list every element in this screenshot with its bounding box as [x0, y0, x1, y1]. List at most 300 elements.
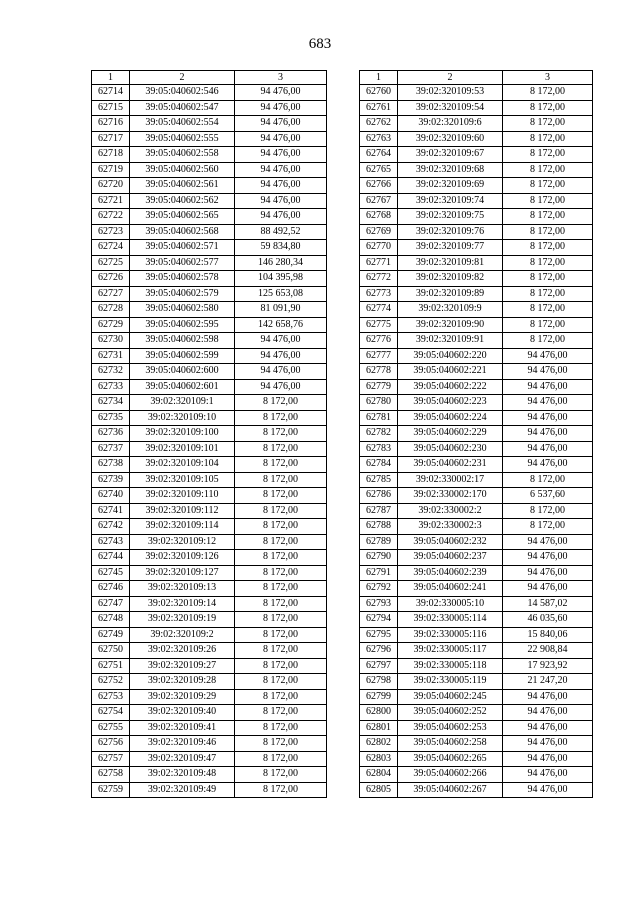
- table-row: [92, 100, 327, 116]
- value-cell: 8 172,00: [503, 519, 593, 535]
- table-row: [360, 720, 593, 736]
- cadastral-number-cell: 39:02:320109:82: [398, 271, 503, 287]
- table-row: [360, 178, 593, 194]
- table-row: [360, 689, 593, 705]
- cadastral-number-cell: 39:02:320109:47: [130, 751, 235, 767]
- table-row: [92, 643, 327, 659]
- cadastral-number-cell: 39:02:320109:49: [130, 782, 235, 798]
- table-row: [92, 224, 327, 240]
- table-row: [360, 255, 593, 271]
- row-number-cell: 62751: [92, 658, 130, 674]
- table-row: [360, 317, 593, 333]
- row-number-cell: 62746: [92, 581, 130, 597]
- table-row: [92, 550, 327, 566]
- value-cell: 94 476,00: [235, 348, 327, 364]
- row-number-cell: 62770: [360, 240, 398, 256]
- table-row: [92, 255, 327, 271]
- value-cell: 94 476,00: [503, 395, 593, 411]
- row-number-cell: 62741: [92, 503, 130, 519]
- row-number-cell: 62769: [360, 224, 398, 240]
- value-cell: 8 172,00: [235, 457, 327, 473]
- table-row: [92, 410, 327, 426]
- cadastral-number-cell: 39:02:320109:100: [130, 426, 235, 442]
- value-cell: 94 476,00: [235, 379, 327, 395]
- cadastral-number-cell: 39:05:040602:222: [398, 379, 503, 395]
- value-cell: 125 653,08: [235, 286, 327, 302]
- value-cell: 8 172,00: [235, 751, 327, 767]
- row-number-cell: 62795: [360, 627, 398, 643]
- row-number-cell: 62761: [360, 100, 398, 116]
- cadastral-number-cell: 39:02:320109:10: [130, 410, 235, 426]
- value-cell: 8 172,00: [235, 596, 327, 612]
- table-row: [360, 674, 593, 690]
- table-row: [92, 85, 327, 101]
- cadastral-number-cell: 39:02:320109:77: [398, 240, 503, 256]
- value-cell: 81 091,90: [235, 302, 327, 318]
- cadastral-number-cell: 39:02:320109:40: [130, 705, 235, 721]
- row-number-cell: 62793: [360, 596, 398, 612]
- value-cell: 8 172,00: [235, 581, 327, 597]
- table-row: [360, 426, 593, 442]
- cadastral-number-cell: 39:05:040602:580: [130, 302, 235, 318]
- row-number-cell: 62779: [360, 379, 398, 395]
- row-number-cell: 62797: [360, 658, 398, 674]
- value-cell: 8 172,00: [503, 178, 593, 194]
- value-cell: 142 658,76: [235, 317, 327, 333]
- table-row: [360, 395, 593, 411]
- table-row: [360, 333, 593, 349]
- cadastral-number-cell: 39:02:320109:69: [398, 178, 503, 194]
- row-number-cell: 62747: [92, 596, 130, 612]
- table-row: [360, 348, 593, 364]
- cadastral-number-cell: 39:05:040602:568: [130, 224, 235, 240]
- row-number-cell: 62785: [360, 472, 398, 488]
- table-row: [360, 643, 593, 659]
- table-row: [360, 767, 593, 783]
- table-row: [92, 286, 327, 302]
- table-row: [92, 689, 327, 705]
- column-header: 1: [92, 71, 130, 85]
- value-cell: 94 476,00: [503, 720, 593, 736]
- row-number-cell: 62766: [360, 178, 398, 194]
- table-row: [92, 782, 327, 798]
- table-row: [92, 565, 327, 581]
- table-row: [92, 596, 327, 612]
- row-number-cell: 62778: [360, 364, 398, 380]
- value-cell: 8 172,00: [235, 689, 327, 705]
- value-cell: 8 172,00: [503, 333, 593, 349]
- table-row: [92, 457, 327, 473]
- cadastral-number-cell: 39:02:320109:12: [130, 534, 235, 550]
- value-cell: 104 395,98: [235, 271, 327, 287]
- row-number-cell: 62749: [92, 627, 130, 643]
- row-number-cell: 62765: [360, 162, 398, 178]
- cadastral-number-cell: 39:05:040602:577: [130, 255, 235, 271]
- cadastral-number-cell: 39:05:040602:245: [398, 689, 503, 705]
- cadastral-number-cell: 39:02:330005:10: [398, 596, 503, 612]
- table-row: [92, 178, 327, 194]
- row-number-cell: 62752: [92, 674, 130, 690]
- value-cell: 94 476,00: [503, 782, 593, 798]
- value-cell: 94 476,00: [503, 441, 593, 457]
- cadastral-number-cell: 39:05:040602:223: [398, 395, 503, 411]
- table-row: [92, 767, 327, 783]
- cadastral-number-cell: 39:05:040602:230: [398, 441, 503, 457]
- value-cell: 94 476,00: [503, 348, 593, 364]
- table-row: [360, 116, 593, 132]
- value-cell: 94 476,00: [235, 131, 327, 147]
- cadastral-number-cell: 39:02:320109:27: [130, 658, 235, 674]
- cadastral-number-cell: 39:05:040602:267: [398, 782, 503, 798]
- cadastral-number-cell: 39:02:330005:116: [398, 627, 503, 643]
- value-cell: 8 172,00: [235, 643, 327, 659]
- cadastral-number-cell: 39:02:320109:29: [130, 689, 235, 705]
- row-number-cell: 62740: [92, 488, 130, 504]
- value-cell: 94 476,00: [503, 379, 593, 395]
- table-row: [92, 240, 327, 256]
- table-row: [92, 379, 327, 395]
- value-cell: 8 172,00: [235, 736, 327, 752]
- row-number-cell: 62788: [360, 519, 398, 535]
- value-cell: 17 923,92: [503, 658, 593, 674]
- row-number-cell: 62718: [92, 147, 130, 163]
- table-row: [360, 736, 593, 752]
- table-row: [92, 147, 327, 163]
- table-row: [92, 627, 327, 643]
- cadastral-number-cell: 39:05:040602:600: [130, 364, 235, 380]
- table-row: [360, 519, 593, 535]
- value-cell: 94 476,00: [235, 178, 327, 194]
- value-cell: 94 476,00: [503, 689, 593, 705]
- cadastral-number-cell: 39:02:320109:46: [130, 736, 235, 752]
- row-number-cell: 62773: [360, 286, 398, 302]
- table-row: [360, 550, 593, 566]
- row-number-cell: 62744: [92, 550, 130, 566]
- cadastral-number-cell: 39:05:040602:258: [398, 736, 503, 752]
- row-number-cell: 62764: [360, 147, 398, 163]
- table-row: [92, 302, 327, 318]
- row-number-cell: 62782: [360, 426, 398, 442]
- row-number-cell: 62802: [360, 736, 398, 752]
- cadastral-number-cell: 39:05:040602:237: [398, 550, 503, 566]
- row-number-cell: 62735: [92, 410, 130, 426]
- cadastral-number-cell: 39:02:320109:81: [398, 255, 503, 271]
- value-cell: 8 172,00: [235, 488, 327, 504]
- cadastral-number-cell: 39:02:320109:28: [130, 674, 235, 690]
- table-row: [360, 379, 593, 395]
- value-cell: 8 172,00: [235, 503, 327, 519]
- table-left: [91, 70, 327, 798]
- table-header-row: [92, 71, 327, 85]
- row-number-cell: 62754: [92, 705, 130, 721]
- value-cell: 94 476,00: [503, 581, 593, 597]
- row-number-cell: 62763: [360, 131, 398, 147]
- row-number-cell: 62743: [92, 534, 130, 550]
- table-row: [92, 705, 327, 721]
- cadastral-number-cell: 39:02:320109:105: [130, 472, 235, 488]
- row-number-cell: 62786: [360, 488, 398, 504]
- value-cell: 94 476,00: [503, 426, 593, 442]
- row-number-cell: 62798: [360, 674, 398, 690]
- row-number-cell: 62753: [92, 689, 130, 705]
- row-number-cell: 62756: [92, 736, 130, 752]
- row-number-cell: 62777: [360, 348, 398, 364]
- cadastral-number-cell: 39:02:330005:117: [398, 643, 503, 659]
- table-row: [360, 565, 593, 581]
- row-number-cell: 62723: [92, 224, 130, 240]
- row-number-cell: 62796: [360, 643, 398, 659]
- row-number-cell: 62805: [360, 782, 398, 798]
- row-number-cell: 62804: [360, 767, 398, 783]
- cadastral-number-cell: 39:02:330002:2: [398, 503, 503, 519]
- table-row: [92, 472, 327, 488]
- table-row: [92, 395, 327, 411]
- row-number-cell: 62784: [360, 457, 398, 473]
- cadastral-number-cell: 39:05:040602:252: [398, 705, 503, 721]
- cadastral-number-cell: 39:05:040602:231: [398, 457, 503, 473]
- row-number-cell: 62757: [92, 751, 130, 767]
- value-cell: 94 476,00: [503, 736, 593, 752]
- table-row: [360, 472, 593, 488]
- value-cell: 22 908,84: [503, 643, 593, 659]
- cadastral-number-cell: 39:02:320109:2: [130, 627, 235, 643]
- value-cell: 94 476,00: [235, 333, 327, 349]
- row-number-cell: 62748: [92, 612, 130, 628]
- table-row: [360, 162, 593, 178]
- table-row: [92, 581, 327, 597]
- value-cell: 94 476,00: [235, 364, 327, 380]
- table-row: [360, 751, 593, 767]
- row-number-cell: 62750: [92, 643, 130, 659]
- row-number-cell: 62775: [360, 317, 398, 333]
- cadastral-number-cell: 39:05:040602:547: [130, 100, 235, 116]
- column-header: 1: [360, 71, 398, 85]
- cadastral-number-cell: 39:02:320109:126: [130, 550, 235, 566]
- cadastral-number-cell: 39:02:320109:6: [398, 116, 503, 132]
- table-row: [92, 751, 327, 767]
- value-cell: 94 476,00: [503, 534, 593, 550]
- value-cell: 15 840,06: [503, 627, 593, 643]
- row-number-cell: 62774: [360, 302, 398, 318]
- row-number-cell: 62714: [92, 85, 130, 101]
- value-cell: 94 476,00: [503, 550, 593, 566]
- cadastral-number-cell: 39:02:320109:90: [398, 317, 503, 333]
- row-number-cell: 62733: [92, 379, 130, 395]
- cadastral-number-cell: 39:05:040602:265: [398, 751, 503, 767]
- row-number-cell: 62792: [360, 581, 398, 597]
- value-cell: 8 172,00: [235, 519, 327, 535]
- table-row: [92, 503, 327, 519]
- row-number-cell: 62759: [92, 782, 130, 798]
- cadastral-number-cell: 39:02:320109:41: [130, 720, 235, 736]
- table-row: [92, 612, 327, 628]
- cadastral-number-cell: 39:02:320109:54: [398, 100, 503, 116]
- cadastral-number-cell: 39:05:040602:554: [130, 116, 235, 132]
- cadastral-number-cell: 39:02:320109:14: [130, 596, 235, 612]
- table-row: [360, 100, 593, 116]
- table-header-row: [360, 71, 593, 85]
- cadastral-number-cell: 39:02:320109:9: [398, 302, 503, 318]
- cadastral-number-cell: 39:05:040602:560: [130, 162, 235, 178]
- value-cell: 8 172,00: [503, 271, 593, 287]
- row-number-cell: 62768: [360, 209, 398, 225]
- cadastral-number-cell: 39:05:040602:241: [398, 581, 503, 597]
- row-number-cell: 62720: [92, 178, 130, 194]
- value-cell: 8 172,00: [235, 472, 327, 488]
- row-number-cell: 62783: [360, 441, 398, 457]
- cadastral-number-cell: 39:05:040602:266: [398, 767, 503, 783]
- value-cell: 94 476,00: [235, 85, 327, 101]
- row-number-cell: 62794: [360, 612, 398, 628]
- row-number-cell: 62716: [92, 116, 130, 132]
- row-number-cell: 62726: [92, 271, 130, 287]
- cadastral-number-cell: 39:02:320109:104: [130, 457, 235, 473]
- table-row: [92, 317, 327, 333]
- table-row: [92, 488, 327, 504]
- cadastral-number-cell: 39:05:040602:599: [130, 348, 235, 364]
- cadastral-number-cell: 39:02:330005:118: [398, 658, 503, 674]
- value-cell: 8 172,00: [235, 674, 327, 690]
- value-cell: 46 035,60: [503, 612, 593, 628]
- cadastral-number-cell: 39:02:320109:112: [130, 503, 235, 519]
- page-number: 683: [308, 36, 332, 52]
- cadastral-number-cell: 39:02:320109:110: [130, 488, 235, 504]
- value-cell: 21 247,20: [503, 674, 593, 690]
- table-row: [92, 441, 327, 457]
- value-cell: 8 172,00: [503, 240, 593, 256]
- table-row: [92, 271, 327, 287]
- value-cell: 94 476,00: [235, 147, 327, 163]
- value-cell: 8 172,00: [235, 627, 327, 643]
- cadastral-number-cell: 39:05:040602:598: [130, 333, 235, 349]
- value-cell: 8 172,00: [235, 395, 327, 411]
- value-cell: 8 172,00: [235, 612, 327, 628]
- column-header: 3: [503, 71, 593, 85]
- value-cell: 8 172,00: [503, 147, 593, 163]
- table-row: [360, 581, 593, 597]
- value-cell: 8 172,00: [503, 286, 593, 302]
- value-cell: 8 172,00: [235, 426, 327, 442]
- cadastral-number-cell: 39:05:040602:221: [398, 364, 503, 380]
- row-number-cell: 62717: [92, 131, 130, 147]
- table-row: [360, 131, 593, 147]
- value-cell: 8 172,00: [503, 209, 593, 225]
- table-row: [360, 286, 593, 302]
- row-number-cell: 62791: [360, 565, 398, 581]
- cadastral-number-cell: 39:05:040602:561: [130, 178, 235, 194]
- value-cell: 94 476,00: [235, 100, 327, 116]
- cadastral-number-cell: 39:02:320109:48: [130, 767, 235, 783]
- row-number-cell: 62767: [360, 193, 398, 209]
- row-number-cell: 62734: [92, 395, 130, 411]
- table-row: [92, 131, 327, 147]
- table-row: [92, 736, 327, 752]
- cadastral-number-cell: 39:05:040602:558: [130, 147, 235, 163]
- row-number-cell: 62789: [360, 534, 398, 550]
- cadastral-number-cell: 39:05:040602:546: [130, 85, 235, 101]
- value-cell: 8 172,00: [235, 782, 327, 798]
- value-cell: 88 492,52: [235, 224, 327, 240]
- table-row: [360, 209, 593, 225]
- value-cell: 8 172,00: [235, 441, 327, 457]
- cadastral-number-cell: 39:02:320109:13: [130, 581, 235, 597]
- row-number-cell: 62760: [360, 85, 398, 101]
- cadastral-number-cell: 39:05:040602:253: [398, 720, 503, 736]
- value-cell: 146 280,34: [235, 255, 327, 271]
- table-row: [360, 503, 593, 519]
- value-cell: 8 172,00: [503, 162, 593, 178]
- table-row: [360, 224, 593, 240]
- row-number-cell: 62736: [92, 426, 130, 442]
- table-row: [360, 658, 593, 674]
- cadastral-number-cell: 39:05:040602:224: [398, 410, 503, 426]
- table-row: [360, 596, 593, 612]
- row-number-cell: 62762: [360, 116, 398, 132]
- table-row: [92, 519, 327, 535]
- table-row: [360, 410, 593, 426]
- cadastral-number-cell: 39:02:320109:76: [398, 224, 503, 240]
- cadastral-number-cell: 39:05:040602:232: [398, 534, 503, 550]
- row-number-cell: 62801: [360, 720, 398, 736]
- cadastral-number-cell: 39:02:320109:53: [398, 85, 503, 101]
- cadastral-number-cell: 39:02:330002:170: [398, 488, 503, 504]
- cadastral-number-cell: 39:05:040602:595: [130, 317, 235, 333]
- value-cell: 94 476,00: [503, 751, 593, 767]
- table-row: [360, 488, 593, 504]
- row-number-cell: 62772: [360, 271, 398, 287]
- value-cell: 8 172,00: [503, 503, 593, 519]
- row-number-cell: 62745: [92, 565, 130, 581]
- cadastral-number-cell: 39:05:040602:601: [130, 379, 235, 395]
- cadastral-number-cell: 39:05:040602:579: [130, 286, 235, 302]
- value-cell: 94 476,00: [235, 209, 327, 225]
- row-number-cell: 62722: [92, 209, 130, 225]
- table-row: [92, 193, 327, 209]
- cadastral-number-cell: 39:05:040602:562: [130, 193, 235, 209]
- row-number-cell: 62729: [92, 317, 130, 333]
- cadastral-number-cell: 39:02:320109:74: [398, 193, 503, 209]
- row-number-cell: 62719: [92, 162, 130, 178]
- cadastral-number-cell: 39:05:040602:571: [130, 240, 235, 256]
- value-cell: 59 834,80: [235, 240, 327, 256]
- row-number-cell: 62787: [360, 503, 398, 519]
- table-row: [92, 116, 327, 132]
- value-cell: 94 476,00: [235, 193, 327, 209]
- value-cell: 94 476,00: [235, 162, 327, 178]
- row-number-cell: 62742: [92, 519, 130, 535]
- value-cell: 8 172,00: [503, 472, 593, 488]
- cadastral-number-cell: 39:02:320109:26: [130, 643, 235, 659]
- row-number-cell: 62737: [92, 441, 130, 457]
- row-number-cell: 62721: [92, 193, 130, 209]
- table-row: [360, 193, 593, 209]
- row-number-cell: 62739: [92, 472, 130, 488]
- row-number-cell: 62724: [92, 240, 130, 256]
- value-cell: 6 537,60: [503, 488, 593, 504]
- cadastral-number-cell: 39:05:040602:239: [398, 565, 503, 581]
- table-row: [360, 457, 593, 473]
- table-row: [360, 534, 593, 550]
- row-number-cell: 62725: [92, 255, 130, 271]
- row-number-cell: 62758: [92, 767, 130, 783]
- value-cell: 14 587,02: [503, 596, 593, 612]
- value-cell: 8 172,00: [503, 224, 593, 240]
- value-cell: 8 172,00: [503, 255, 593, 271]
- value-cell: 8 172,00: [503, 85, 593, 101]
- row-number-cell: 62781: [360, 410, 398, 426]
- column-header: 2: [130, 71, 235, 85]
- cadastral-number-cell: 39:05:040602:565: [130, 209, 235, 225]
